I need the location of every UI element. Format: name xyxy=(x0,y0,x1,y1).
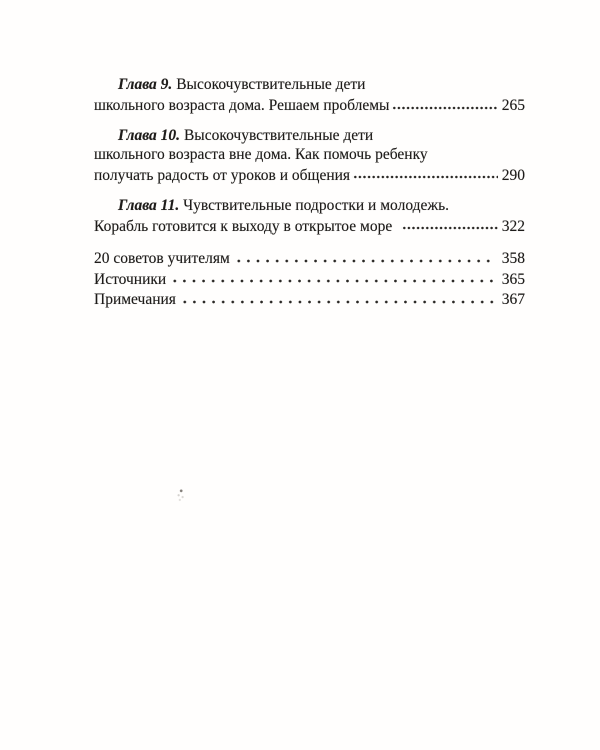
chapter-heading-line xyxy=(94,197,525,216)
chapter-title-line: Корабль готовится к выходу в открытое море xyxy=(94,217,393,235)
dot-leader xyxy=(352,164,498,180)
page-number: 290 xyxy=(501,166,525,184)
page-number: 358 xyxy=(501,250,525,267)
toc-entry-teacher-tips xyxy=(94,248,525,269)
scan-speck-artifact xyxy=(176,489,186,502)
chapter-title-line: получать радость от уроков и общения xyxy=(94,166,351,184)
chapter-leader-line xyxy=(94,164,525,185)
toc-entry-chapter-9 xyxy=(94,76,525,116)
chapter-title-line: школьного возраста вне дома. Как помочь ребенку xyxy=(94,145,428,163)
chapter-leader-line xyxy=(94,215,525,236)
back-matter-title: 20 советов учителям xyxy=(94,250,230,267)
page-number: 265 xyxy=(501,97,525,114)
toc-back-matter xyxy=(94,248,525,310)
chapter-label: Глава 11. xyxy=(118,196,180,214)
toc-entry-chapter-11 xyxy=(94,197,525,237)
page-number: 365 xyxy=(501,270,525,288)
chapter-heading-line xyxy=(94,76,525,95)
chapter-label: Глава 10. xyxy=(118,127,181,144)
dot-leader xyxy=(233,248,496,264)
table-of-contents xyxy=(94,76,525,309)
page-number: 322 xyxy=(501,217,525,235)
chapter-title-line: школьного возраста дома. Решаем проблемы xyxy=(94,97,390,114)
dot-leader xyxy=(401,215,498,231)
dot-leader xyxy=(179,289,496,305)
toc-entry-sources xyxy=(94,268,525,289)
dot-leader xyxy=(391,95,497,111)
dot-leader xyxy=(169,268,496,284)
back-matter-title: Источники xyxy=(94,270,167,288)
toc-entry-chapter-10 xyxy=(94,127,525,185)
chapter-heading-line xyxy=(94,127,525,146)
back-matter-title: Примечания xyxy=(94,291,176,308)
toc-entry-notes xyxy=(94,289,525,310)
chapter-leader-line xyxy=(94,95,525,116)
page-number: 367 xyxy=(501,291,525,308)
chapter-title-line: Высокочувствительные дети xyxy=(176,76,366,93)
chapter-title-line: Высокочувствительные дети xyxy=(183,127,374,144)
chapter-label: Глава 9. xyxy=(118,76,173,93)
chapter-title-line: Чувствительные подростки и молодежь. xyxy=(183,196,450,214)
